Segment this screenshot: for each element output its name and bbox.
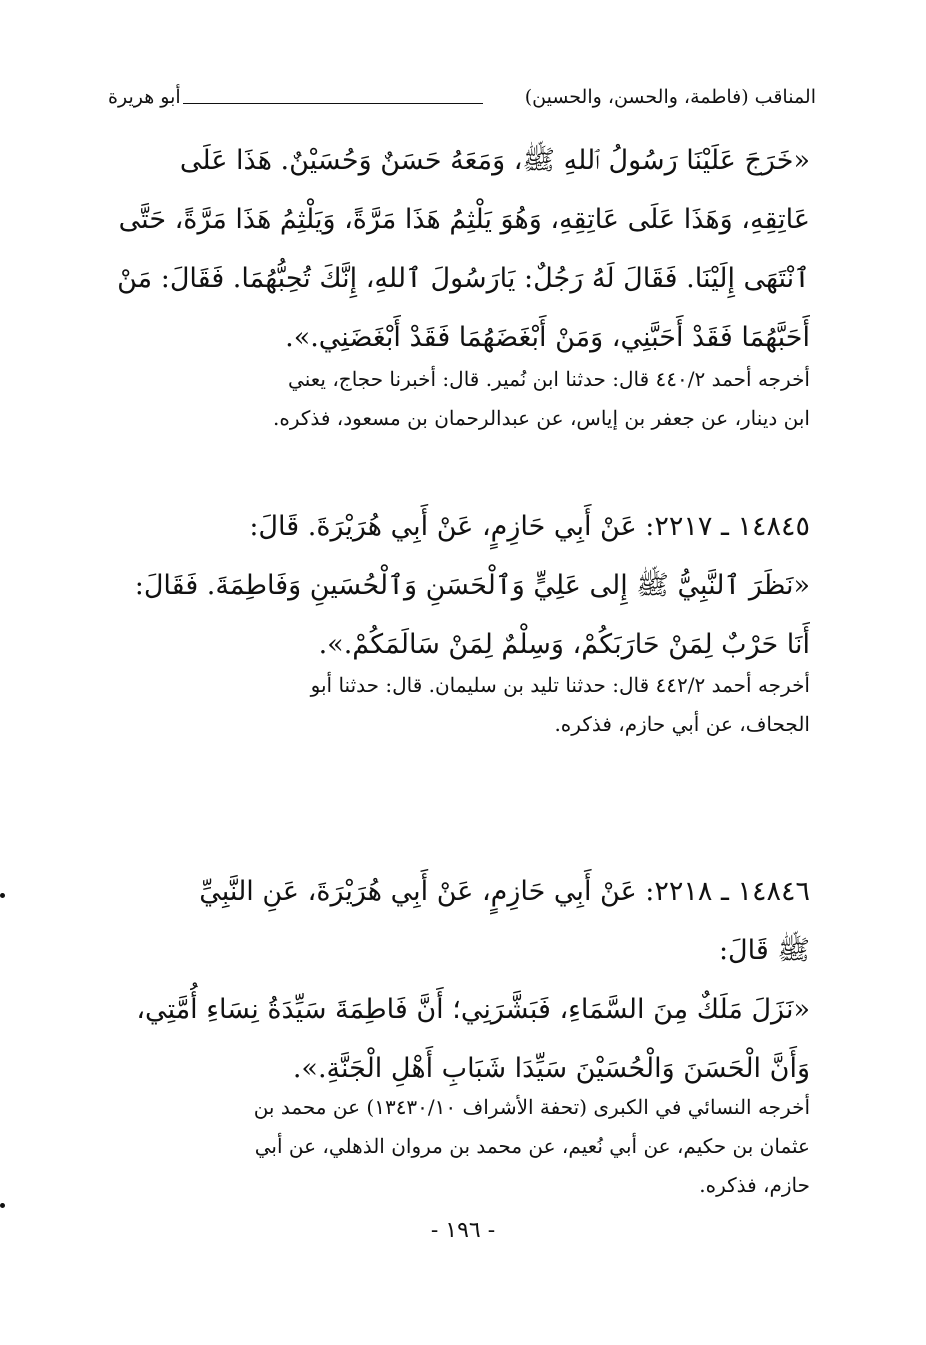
takhrij-note-1 xyxy=(108,360,810,438)
hadith-line: ١٤٨٤٦ ـ ٢٢١٨: عَنْ أَبِي حَازِمٍ، عَنْ أَبِي هُرَيْرَةَ، عَنِ النَّبِيِّ xyxy=(199,876,810,907)
chapter-title: المناقب (فاطمة، والحسن، والحسين) xyxy=(524,86,816,108)
hadith-line: أَحَبَّهُمَا فَقَدْ أَحَبَّنِي، وَمَنْ أَبْغَضَهُمَا فَقَدْ أَبْغَضَنِي.». xyxy=(285,322,810,353)
note-line: أخرجه أحمد ٤٤٢/٢ قال: حدثنا تليد بن سليمان. قال: حدثنا أبو xyxy=(310,673,810,697)
scan-edge-mark xyxy=(0,893,5,898)
note-line: عثمان بن حكيم، عن أبي نُعيم، عن محمد بن مروان الذهلي، عن أبي xyxy=(254,1134,810,1158)
narrator-name: أبو هريرة xyxy=(108,86,181,108)
hadith-line: عَاتِقِهِ، وَهَذَا عَلَى عَاتِقِهِ، وَهُوَ يَلْثِمُ هَذَا مَرَّةً، وَيَلْثِمُ هَذَا مَرَّةً، حَتَّى xyxy=(118,204,810,235)
note-line: أخرجه أحمد ٤٤٠/٢ قال: حدثنا ابن نُمير. قال: أخبرنا حجاج، يعني xyxy=(288,367,810,391)
hadith-line: «خَرَجَ عَلَيْنَا رَسُولُ ٱللهِ ﷺ، وَمَعَهُ حَسَنٌ وَحُسَيْنٌ. هَذَا عَلَى xyxy=(179,145,810,176)
scan-edge-mark xyxy=(0,1203,5,1208)
note-line: حازم، فذكره. xyxy=(699,1173,810,1197)
hadith-line: ١٤٨٤٥ ـ ٢٢١٧: عَنْ أَبِي حَازِمٍ، عَنْ أَبِي هُرَيْرَةَ. قَالَ: xyxy=(249,511,810,542)
note-line: الجحاف، عن أبي حازم، فذكره. xyxy=(554,712,810,736)
running-header xyxy=(108,86,816,120)
page-number: - ١٩٦ - xyxy=(430,1218,496,1243)
hadith-line: «نَزَلَ مَلَكٌ مِنَ السَّمَاءِ، فَبَشَّرَنِي؛ أَنَّ فَاطِمَةَ سَيِّدَةُ نِسَاءِ أُمَّتِي، xyxy=(136,994,810,1025)
note-line: أخرجه النسائي في الكبرى (تحفة الأشراف ١٣٤٣٠/١٠) عن محمد بن xyxy=(253,1095,810,1119)
takhrij-note-2 xyxy=(108,666,810,744)
hadith-line: وَأَنَّ الْحَسَنَ وَالْحُسَيْنَ سَيِّدَا شَبَابِ أَهْلِ الْجَنَّةِ.». xyxy=(292,1053,810,1084)
hadith-line: ٱنْتَهَى إِلَيْنَا. فَقَالَ لَهُ رَجُلٌ: يَارَسُولَ ٱللهِ، إِنَّكَ تُحِبُّهُمَا. فَقَالَ: مَنْ xyxy=(117,263,810,294)
hadith-text-2 xyxy=(108,497,810,674)
hadith-line: أَنَا حَرْبٌ لِمَنْ حَارَبَكُمْ، وَسِلْمٌ لِمَنْ سَالَمَكُمْ.». xyxy=(318,629,810,660)
hadith-text-1 xyxy=(108,131,810,367)
hadith-line: «نَظَرَ ٱلنَّبِيُّ ﷺ إِلى عَلِيٍّ وَٱلْحَسَنِ وَٱلْحُسَينِ وَفَاطِمَةَ. فَقَالَ: xyxy=(134,570,810,601)
hadith-text-3 xyxy=(108,862,810,1098)
header-rule xyxy=(183,103,483,104)
hadith-line: ﷺ قَالَ: xyxy=(718,935,810,966)
takhrij-note-3 xyxy=(108,1088,810,1205)
note-line: ابن دينار، عن جعفر بن إياس، عن عبدالرحمان بن مسعود، فذكره. xyxy=(273,406,810,430)
